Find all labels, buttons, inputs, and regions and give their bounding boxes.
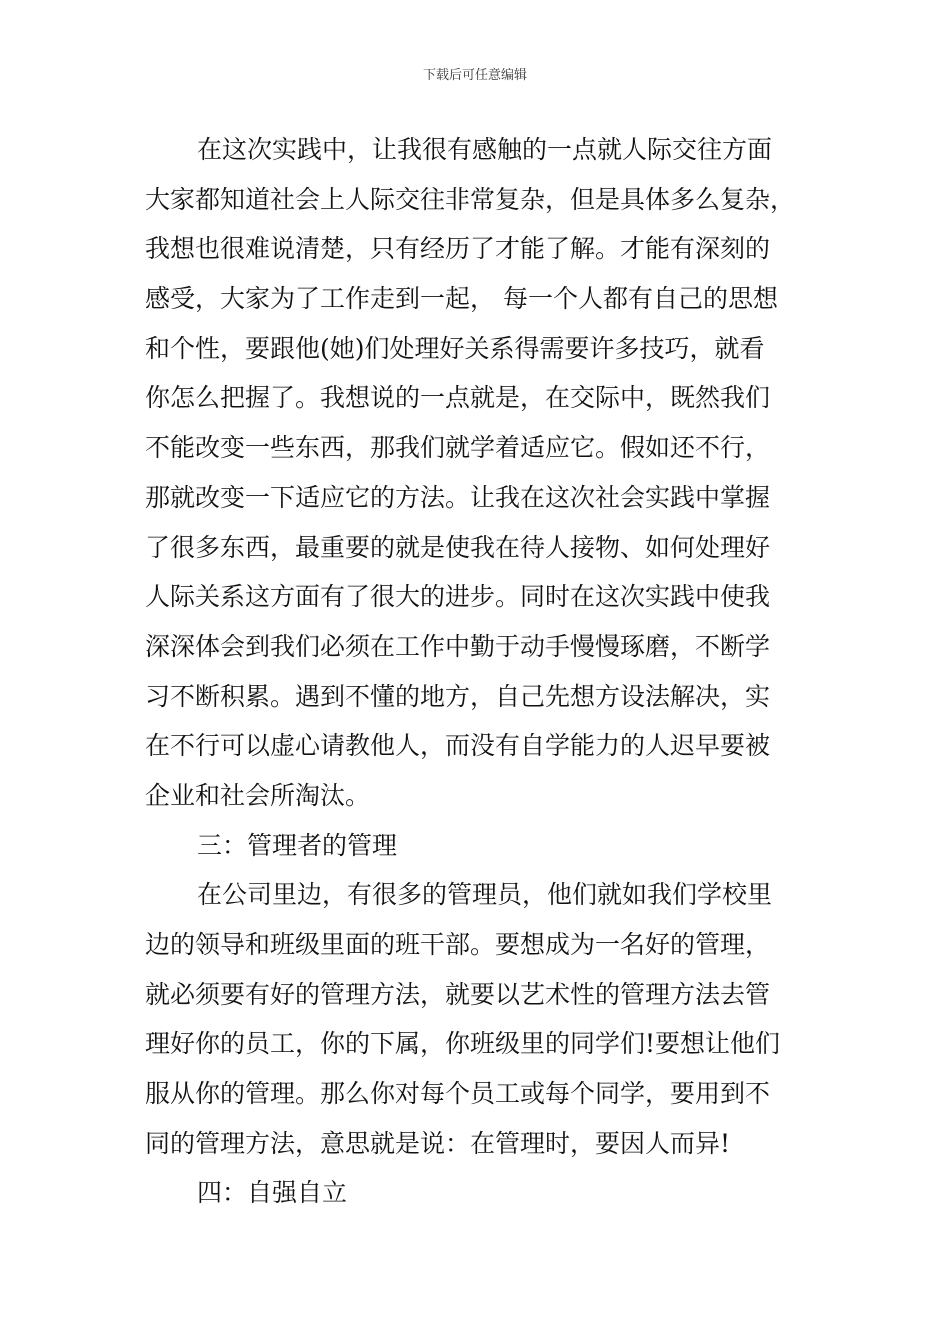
text-line: 不能改变一些东西，那我们就学着适应它。假如还不行，	[145, 433, 771, 463]
text-line: 了很多东西，最重要的就是使我在待人接物、如何处理好	[145, 532, 771, 562]
text-line: 就必须要有好的管理方法，就要以艺术性的管理方法去管	[145, 979, 771, 1009]
text-line: 在公司里边，有很多的管理员，他们就如我们学校里	[197, 880, 773, 910]
text-line: 感受，大家为了工作走到一起， 每一个人都有自己的思想	[145, 284, 778, 314]
text-line: 企业和社会所淘汰。	[145, 780, 371, 810]
text-line: 同的管理方法，意思就是说：在管理时，要因人而异!	[145, 1128, 731, 1158]
document-body	[145, 125, 810, 1218]
text-line: 和个性，要跟他(她)们处理好关系得需要许多技巧，就看	[145, 333, 765, 363]
text-line: 服从你的管理。那么你对每个员工或每个同学，要用到不	[145, 1079, 771, 1109]
page-header: 下载后可任意编辑	[422, 68, 527, 83]
text-line: 边的领导和班级里面的班干部。要想成为一名好的管理，	[145, 930, 771, 959]
text-line: 四：自强自立	[197, 1178, 348, 1208]
text-line: 我想也很难说清楚，只有经历了才能了解。才能有深刻的	[145, 234, 771, 264]
text-line: 习不断积累。遇到不懂的地方，自己先想方设法解决，实	[145, 681, 771, 711]
text-line: 你怎么把握了。我想说的一点就是，在交际中，既然我们	[145, 383, 771, 413]
text-line: 三：管理者的管理	[197, 830, 398, 860]
text-line: 深深体会到我们必须在工作中勤于动手慢慢琢磨，不断学	[145, 631, 771, 661]
text-line: 人际关系这方面有了很大的进步。同时在这次实践中使我	[145, 582, 771, 612]
text-line: 在不行可以虚心请教他人，而没有自学能力的人迟早要被	[145, 731, 771, 761]
text-line: 在这次实践中，让我很有感触的一点就人际交往方面	[197, 135, 773, 164]
text-line: 那就改变一下适应它的方法。让我在这次社会实践中掌握	[145, 482, 771, 512]
text-line: 理好你的员工，你的下属，你班级里的同学们!要想让他们	[145, 1029, 781, 1059]
text-line: 大家都知道社会上人际交往非常复杂，但是具体多么复杂，	[145, 184, 796, 214]
